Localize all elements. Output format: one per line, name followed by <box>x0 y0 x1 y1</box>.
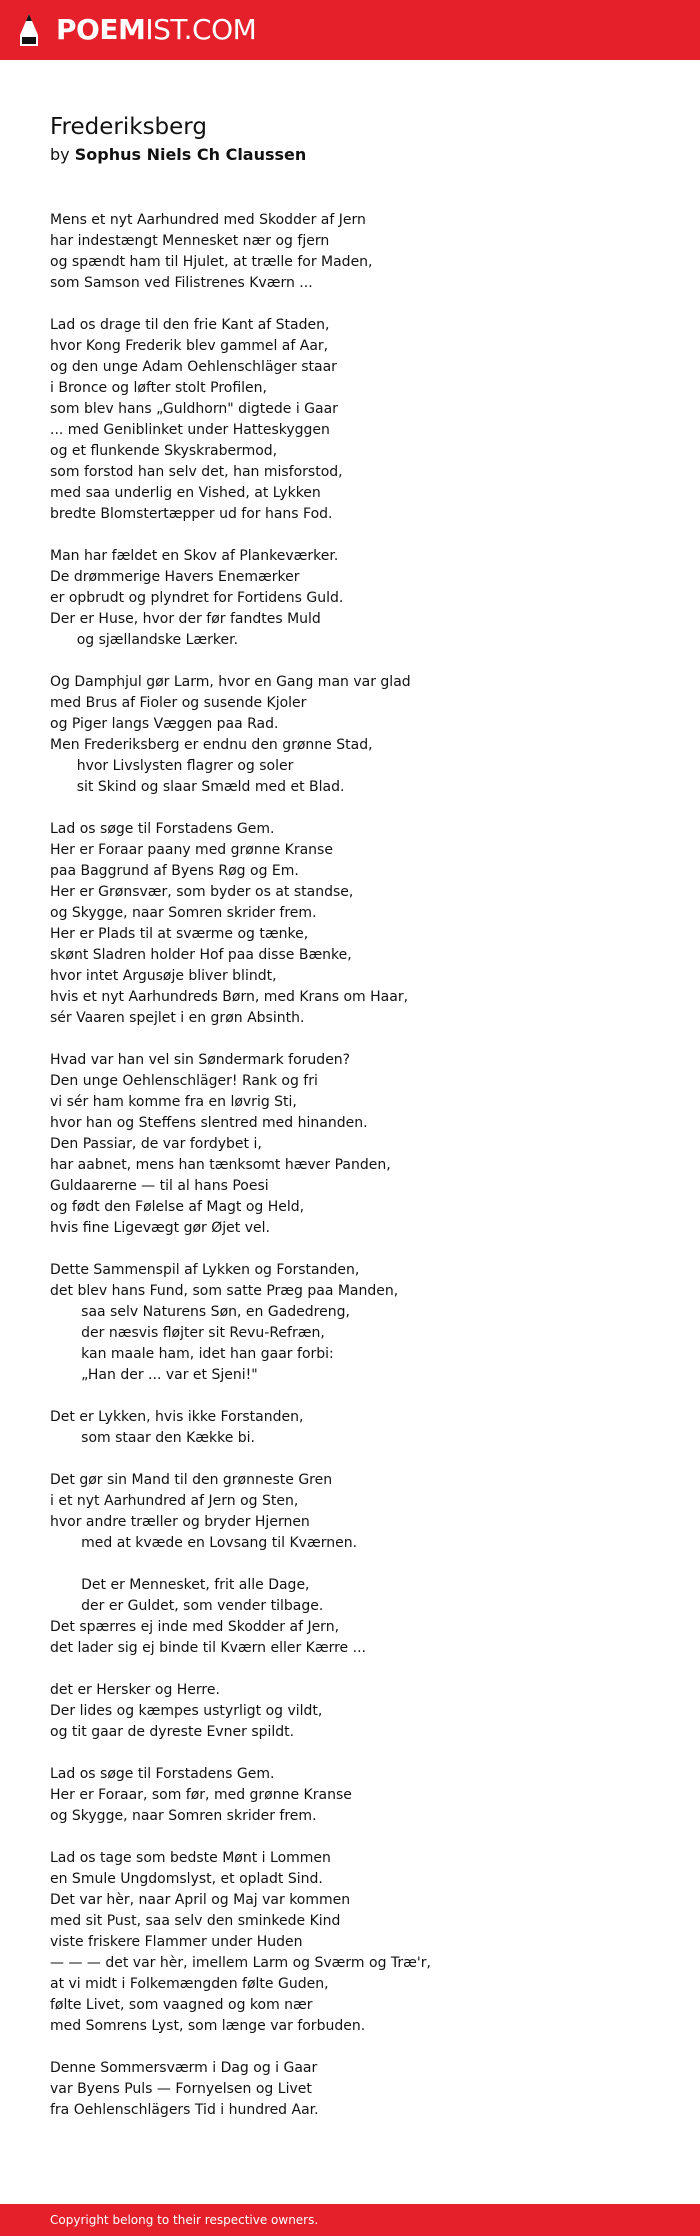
site-footer <box>0 2204 700 2236</box>
author-name[interactable]: Sophus Niels Ch Claussen <box>74 145 307 164</box>
poem-text: Mens et nyt Aarhundred med Skodder af Jern har indestængt Mennesket nær og fjern og spændt ham til Hjulet, at trælle for Maden, som Samson ved Filistrenes Kværn ... Lad os drage til den frie Kant af Staden, hvor Kong Frederik blev gammel af Aar, og den unge Adam Oehlenschläger staar i Bronce og løfter stolt Profilen, som blev hans „Guldhorn" digtede i Gaar ... med Geniblinket under Hatteskyggen og et flunkende Skyskrabermod, som forstod han selv det, han misforstod, med saa underlig en Vished, at Lykken bredte Blomstertæpper ud for hans Fod. Man har fældet en Skov af Plankeværker. De drømmerige Havers Enemærker er opbrudt og plyndret for Fortidens Guld. Der er Huse, hvor der før fandtes Muld og sjællandske Lærker. Og Damphjul gør Larm, hvor en Gang man var glad med Brus af Fioler og susende Kjoler og Piger langs Væggen paa Rad. Men Frederiksberg er endnu den grønne Stad, hvor Livslysten flagrer og soler sit Skind og slaar Smæld med et Blad. Lad os søge til Forstadens Gem. Her er Foraar paany med grønne Kranse paa Baggrund af Byens Røg og Em. Her er Grønsvær, som byder os at standse, og Skygge, naar Somren skrider frem. Her er Plads til at sværme og tænke, skønt Sladren holder Hof paa disse Bænke, hvor intet Argusøje bliver blindt, hvis et nyt Aarhundreds Børn, med Krans om Haar, sér Vaaren spejlet i en grøn Absinth. Hvad var han vel sin Søndermark foruden? Den unge Oehlenschläger! Rank og fri vi sér ham komme fra en løvrig Sti, hvor han og Steffens slentred med hinanden. Den Passiar, de var fordybet i, har aabnet, mens han tænksomt hæver Panden, Guldaarerne — til al hans Poesi og født den Følelse af Magt og Held, hvis fine Ligevægt gør Øjet vel. Dette Sammenspil af Lykken og Forstanden, det blev hans Fund, som satte Præg paa Manden, saa selv Naturens Søn, en Gadedreng, der næsvis fløjter sit Revu-Refræn, kan maale ham, idet han gaar forbi: „Han der ... var et Sjeni!" Det er Lykken, hvis ikke Forstanden, som staar den Kække bi. Det gør sin Mand til den grønneste Gren i et nyt Aarhundred af Jern og Sten, hvor andre træller og bryder Hjernen med at kvæde en Lovsang til Kværnen. Det er Mennesket, frit alle Dage, der er Guldet, som vender tilbage. Det spærres ej inde med Skodder af Jern, det lader sig ej binde til Kværn eller Kærre ... det er Hersker og Herre. Der lides og kæmpes ustyrligt og vildt, og tit gaar de dyreste Evner spildt. Lad os søge til Forstadens Gem. Her er Foraar, som før, med grønne Kranse og Skygge, naar Somren skrider frem. Lad os tage som bedste Mønt i Lommen en Smule Ungdomslyst, et opladt Sind. Det var hèr, naar April og Maj var kommen med sit Pust, saa selv den sminkede Kind viste friskere Flammer under Huden — — — det var hèr, imellem Larm og Sværm og Træ'r, at vi midt i Folkemængden følte Guden, følte Livet, som vaagned og kom nær med Somrens Lyst, som længe var forbuden. Denne Sommersværm i Dag og i Gaar var Byens Puls — Fornyelsen og Livet fra Oehlenschlägers Tid i hundred Aar. <box>50 212 431 2118</box>
by-label: by <box>50 145 70 164</box>
poem-content <box>50 112 670 2121</box>
logo-bold-text: POEM <box>56 13 146 46</box>
poem-byline <box>50 144 670 166</box>
poem-title: Frederiksberg <box>50 114 207 140</box>
site-logo[interactable] <box>56 0 256 60</box>
pencil-logo-icon[interactable] <box>18 13 40 47</box>
copyright-text: Copyright belong to their respective owners. <box>50 2213 319 2227</box>
logo-thin-text: IST.COM <box>145 13 257 46</box>
site-header <box>0 0 700 60</box>
